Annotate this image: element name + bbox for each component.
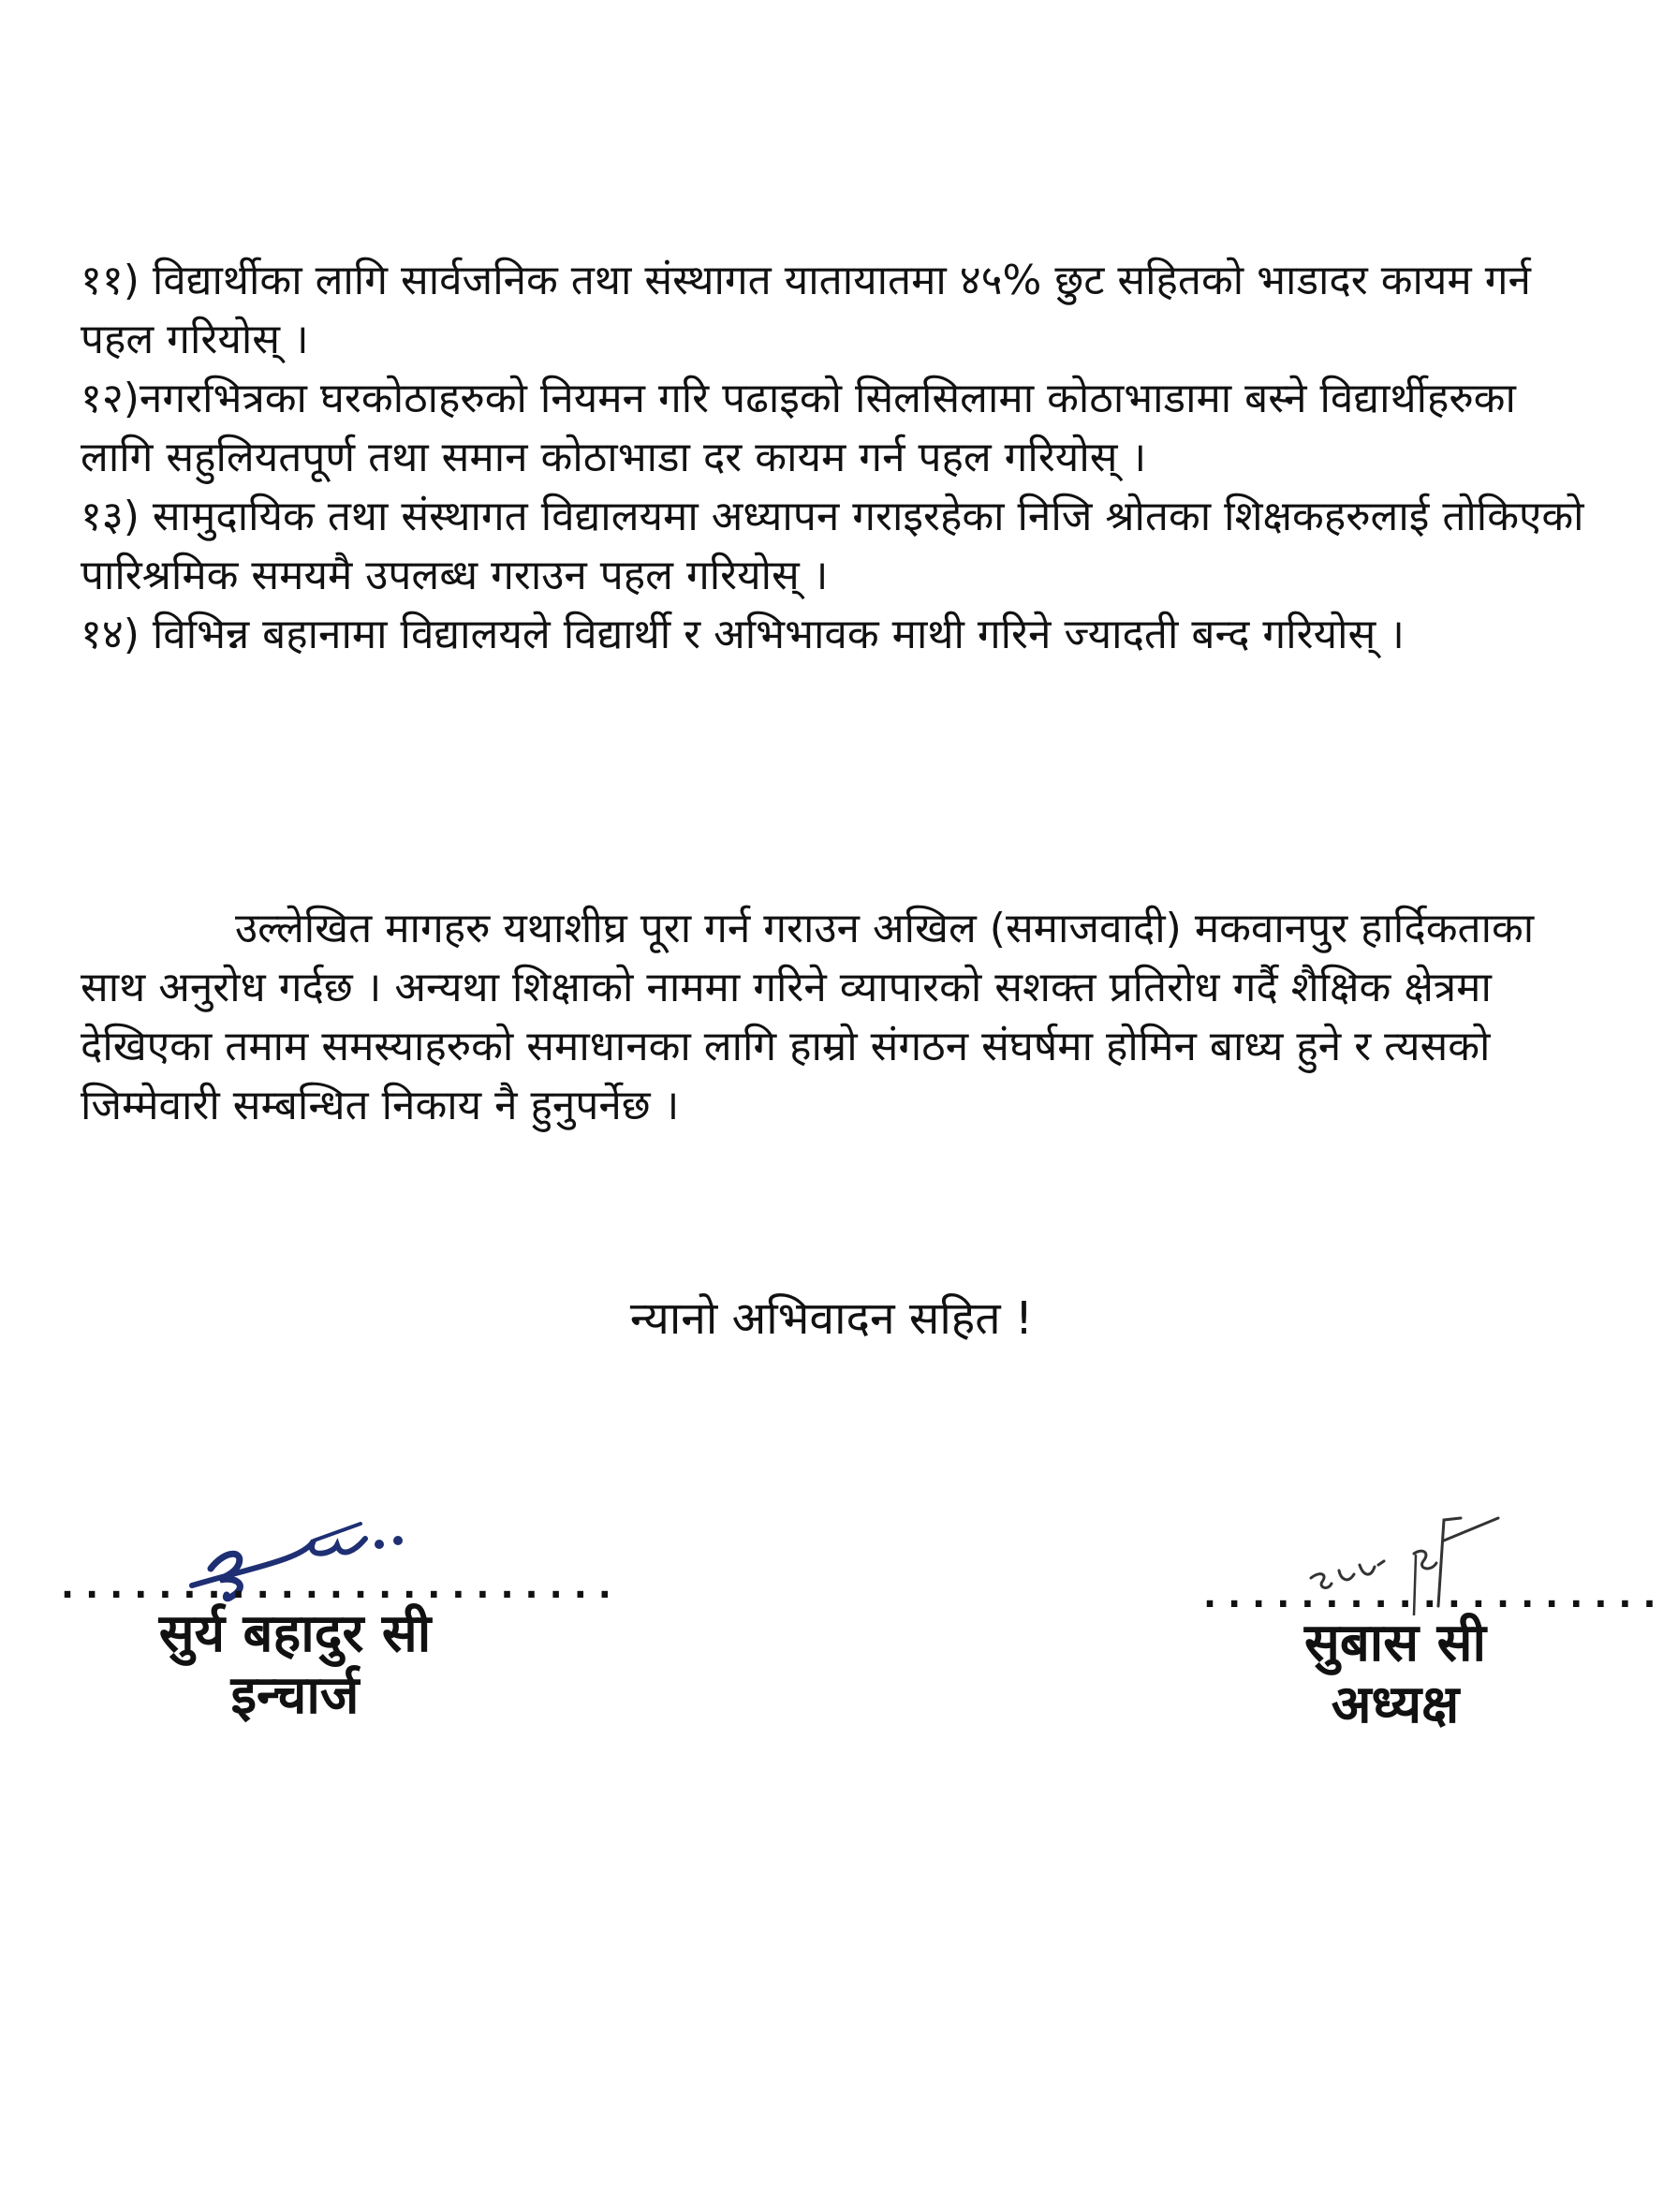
demand-12: १२)नगरभित्रका घरकोठाहरुको नियमन गरि पढाइको सिलसिलामा कोठाभाडामा बस्ने विद्यार्थीहरुका लागि सहुलियतपूर्ण तथा समान कोठाभाडा दर कायम गर्न पहल गरियोस् । <box>81 375 1516 481</box>
closing-paragraph: उल्लेखित मागहरु यथाशीघ्र पूरा गर्न गराउन अखिल (समाजवादी) मकवानपुर हार्दिकताका साथ अनुरोध गर्दछ । अन्यथा शिक्षाको नाममा गरिने व्यापारको सशक्त प्रतिरोध गर्दै शैक्षिक क्षेत्रमा देखिएका तमाम समस्याहरुको समाधानका लागि हाम्रो संगठन संघर्षमा होमिन बाध्य हुने र त्यसको जिम्मेवारी सम्बन्धित निकाय नै हुनुपर्नेछ । <box>81 905 1535 1129</box>
demand-13: १३) सामुदायिक तथा संस्थागत विद्यालयमा अध्यापन गराइरहेका निजि श्रोतका शिक्षकहरुलाई तोकिएको पारिश्रमिक समयमै उपलब्ध गराउन पहल गरियोस् । <box>81 493 1584 599</box>
signature-block-president <box>1199 1512 1663 1735</box>
signatory-name: सुर्य बहादुर सी <box>158 1602 432 1664</box>
signatory-name: सुबास सी <box>1303 1612 1487 1674</box>
demand-11: ११) विद्यार्थीका लागि सार्वजनिक तथा संस्थागत यातायातमा ४५% छुट सहितको भाडादर कायम गर्न पहल गरियोस् । <box>81 257 1531 363</box>
signatory-role: अध्यक्ष <box>1331 1674 1460 1735</box>
signatory-role: इन्चार्ज <box>230 1664 360 1726</box>
greeting: न्यानो अभिवादन सहित ! <box>629 1292 1034 1345</box>
signature-line: ....................... <box>56 1564 618 1607</box>
demand-14: १४) विभिन्न बहानामा विद्यालयले विद्यार्थी र अभिभावक माथी गरिने ज्यादती बन्द गरियोस् । <box>81 611 1405 658</box>
demands-list <box>81 251 1597 664</box>
signature-line: ................... <box>1199 1573 1663 1616</box>
signature-block-incharge <box>56 1503 618 1726</box>
